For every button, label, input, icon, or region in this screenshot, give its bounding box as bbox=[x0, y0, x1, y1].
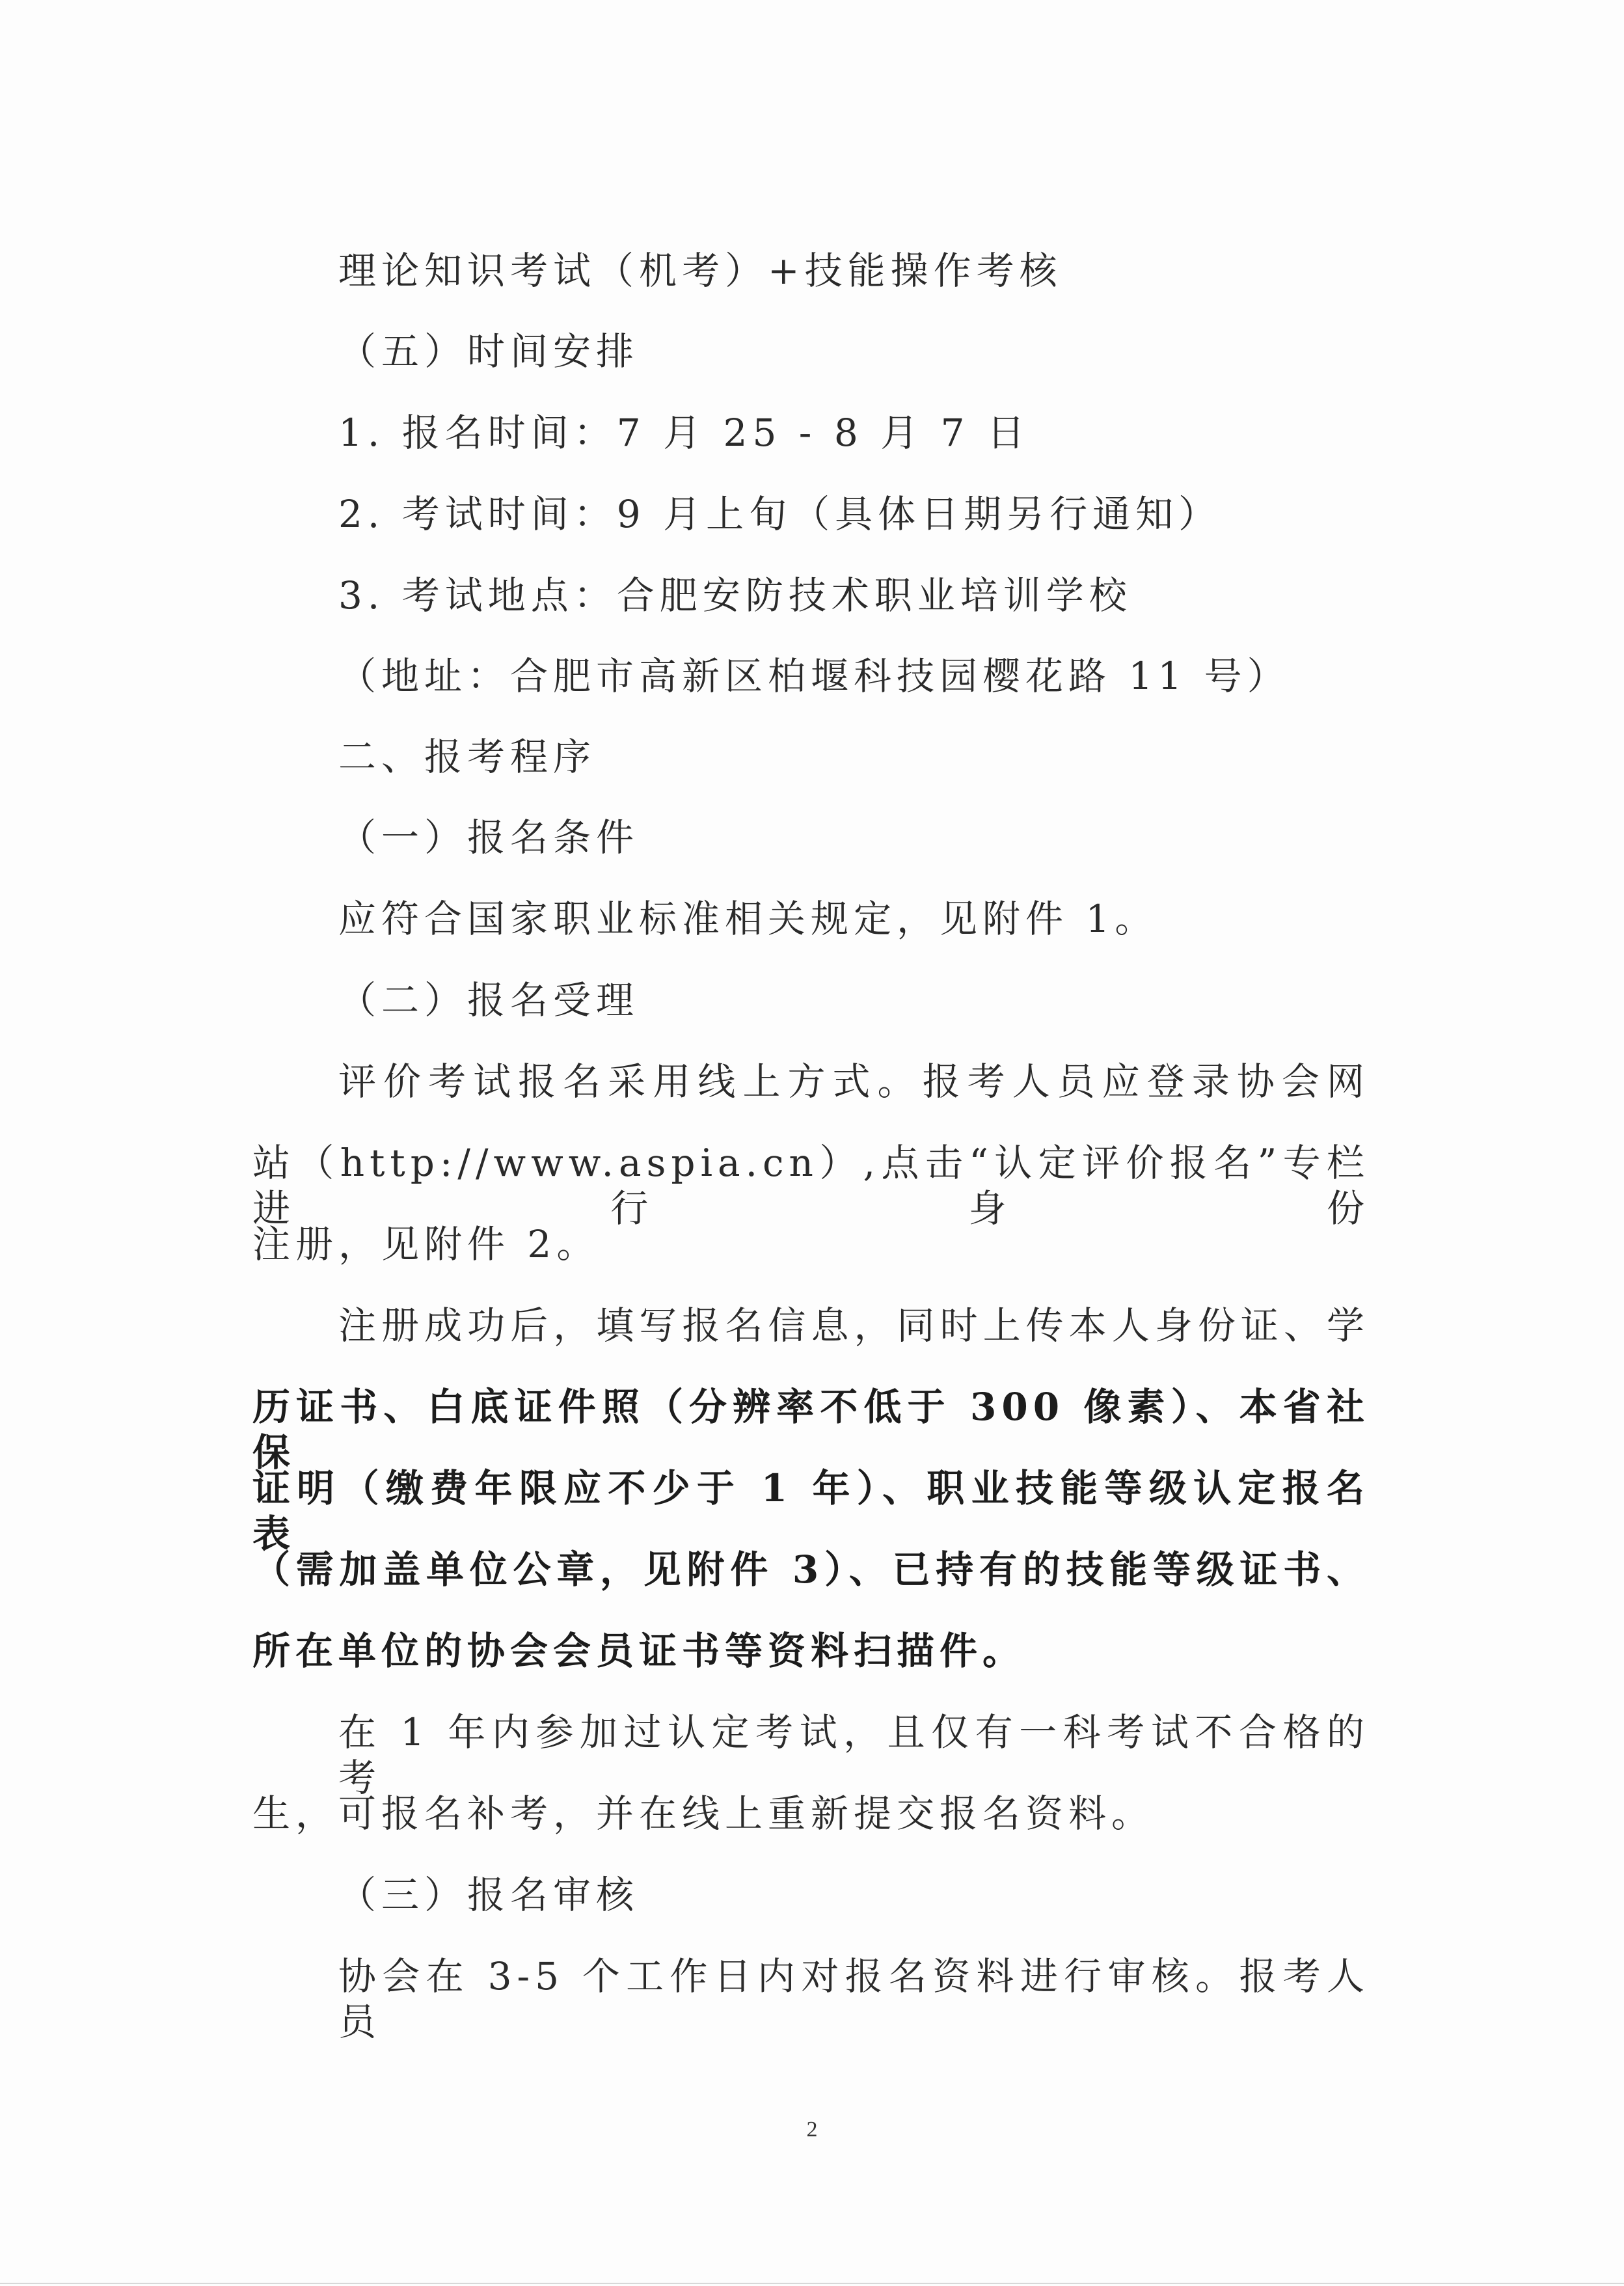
page-number: 2 bbox=[806, 2117, 818, 2142]
paragraph-line: （需加盖单位公章，见附件 3）、已持有的技能等级证书、 bbox=[252, 1547, 1370, 1592]
paragraph-line: 生，可报名补考，并在线上重新提交报名资料。 bbox=[252, 1791, 1155, 1836]
paragraph-line: 站（http://www.aspia.cn）,点击“认定评价报名”专栏进行身份 bbox=[252, 1141, 1370, 1231]
eligibility-text: 应符合国家职业标准相关规定，见附件 1。 bbox=[338, 897, 1158, 941]
paragraph-line: 评价考试报名采用线上方式。报考人员应登录协会网 bbox=[338, 1059, 1370, 1104]
scan-edge-divider bbox=[0, 2283, 1624, 2284]
paragraph-line: 注册，见附件 2。 bbox=[252, 1222, 600, 1266]
paragraph-line: 所在单位的协会会员证书等资料扫描件。 bbox=[252, 1629, 1026, 1673]
section-heading-schedule: （五）时间安排 bbox=[338, 329, 640, 374]
paragraph-line: 证明（缴费年限应不少于 1 年）、职业技能等级认定报名表 bbox=[252, 1466, 1370, 1556]
exam-address-line: （地址：合肥市高新区柏堰科技园樱花路 11 号） bbox=[338, 654, 1290, 698]
exam-location-line: 3. 考试地点：合肥安防技术职业培训学校 bbox=[338, 573, 1132, 618]
paragraph-line: 历证书、白底证件照（分辨率不低于 300 像素）、本省社保 bbox=[252, 1385, 1370, 1475]
subheading-review: （三）报名审核 bbox=[338, 1873, 640, 1917]
exam-time-line: 2. 考试时间：9 月上旬（具体日期另行通知） bbox=[338, 492, 1222, 536]
paragraph-line: 协会在 3-5 个工作日内对报名资料进行审核。报考人员 bbox=[338, 1954, 1370, 2044]
section-heading-procedure: 二、报考程序 bbox=[338, 735, 597, 779]
exam-format-line: 理论知识考试（机考）+技能操作考核 bbox=[338, 249, 1062, 293]
registration-time-line: 1. 报名时间：7 月 25 - 8 月 7 日 bbox=[338, 411, 1030, 455]
subheading-eligibility: （一）报名条件 bbox=[338, 815, 640, 860]
paragraph-line: 在 1 年内参加过认定考试，且仅有一科考试不合格的考 bbox=[338, 1710, 1370, 1800]
subheading-registration: （二）报名受理 bbox=[338, 978, 640, 1022]
paragraph-line: 注册成功后，填写报名信息，同时上传本人身份证、学 bbox=[338, 1303, 1370, 1348]
